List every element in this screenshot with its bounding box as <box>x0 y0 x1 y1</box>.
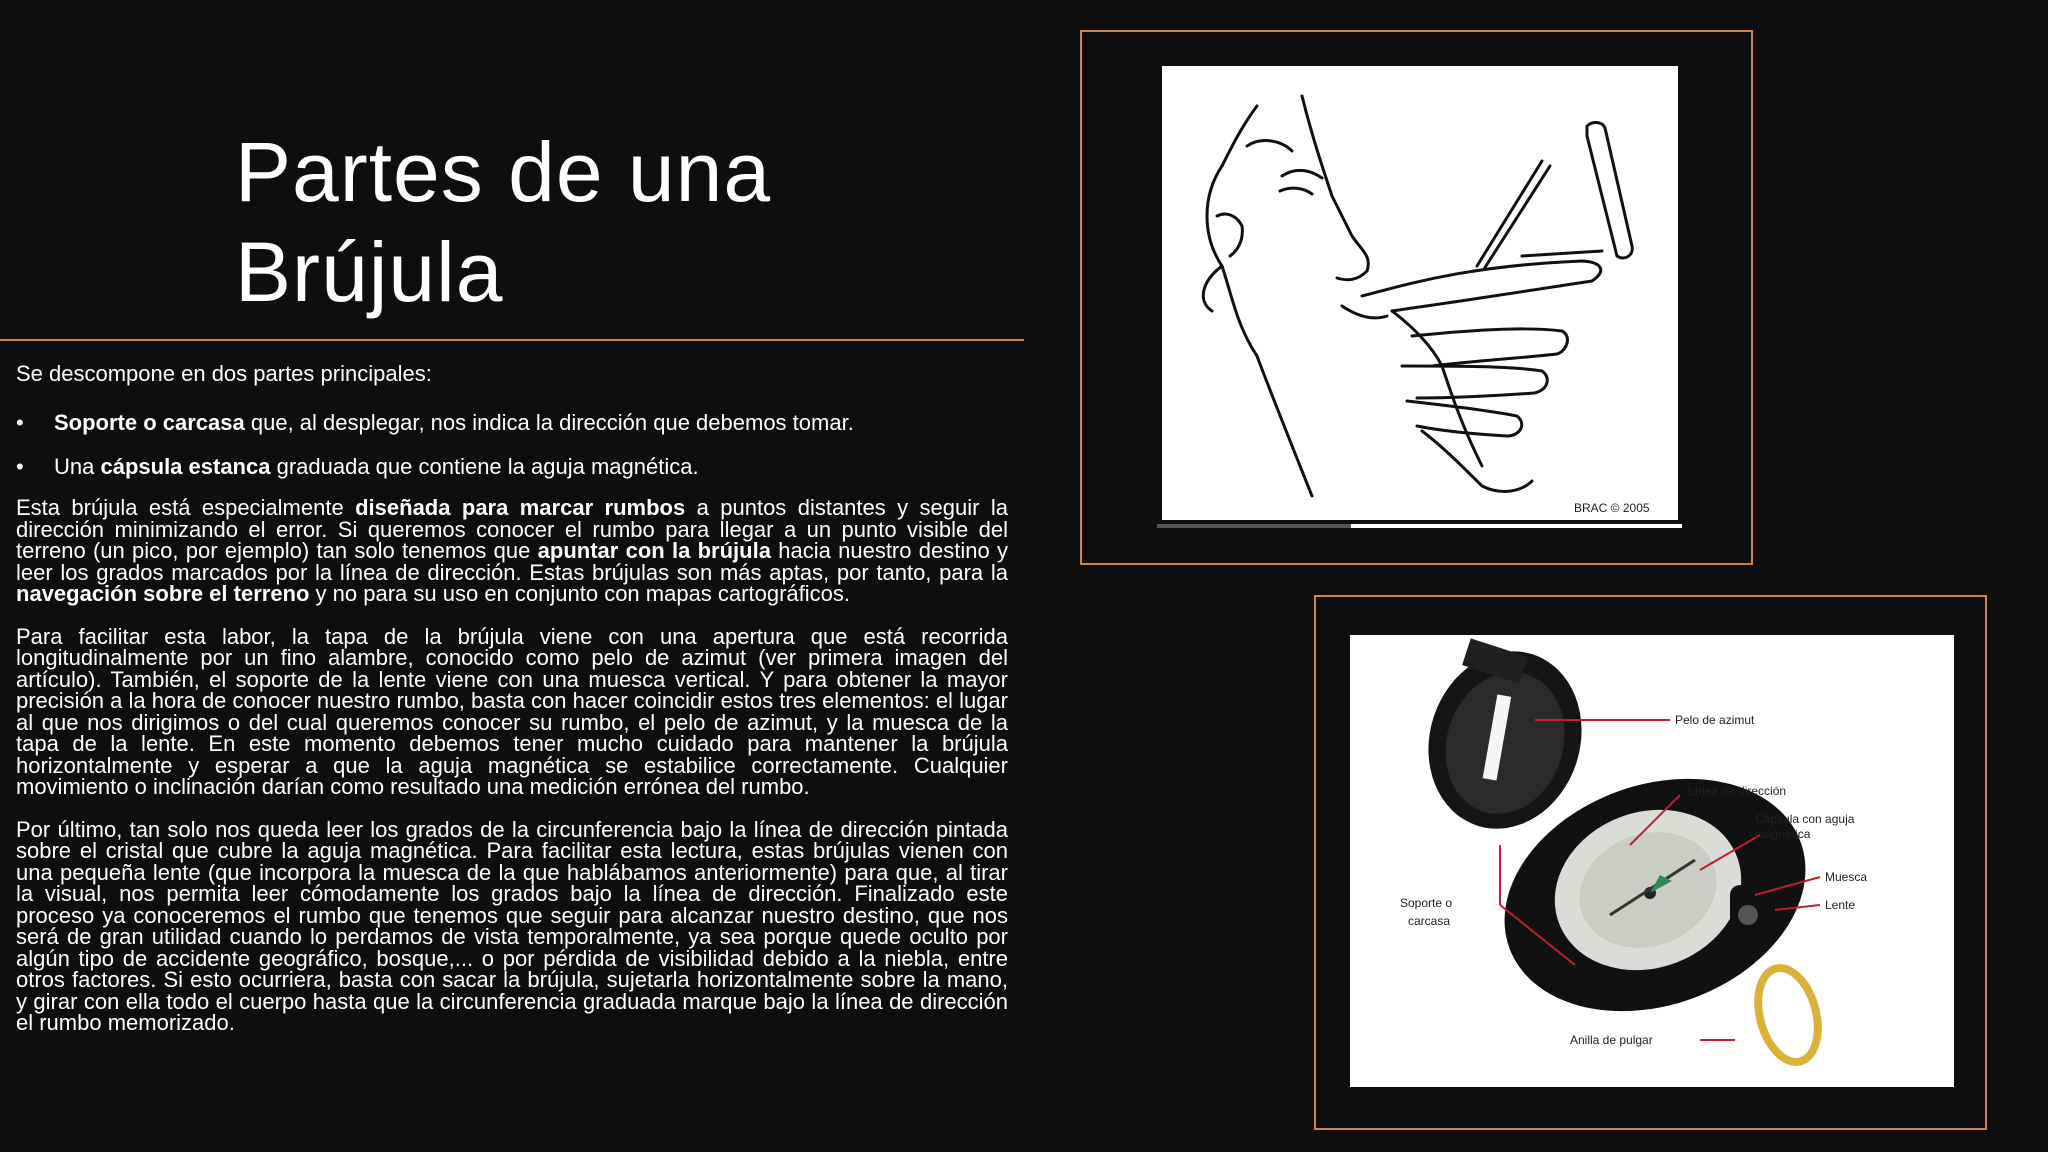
image-progress-fill <box>1157 524 1351 528</box>
p1-text-1: Esta brújula está especialmente <box>16 495 356 520</box>
bullet-item <box>16 453 1008 481</box>
paragraph-1 <box>16 497 1008 605</box>
p1-text-4: y no para su uso en conjunto con mapas cartográficos. <box>309 581 850 606</box>
image-frame-compass <box>1314 595 1987 1130</box>
p1-bold-2: apuntar con la brújula <box>537 538 771 563</box>
bullet-text: que, al desplegar, nos indica la dirección que debemos tomar. <box>244 410 854 435</box>
image-frame-sighting <box>1080 30 1753 565</box>
bullet-dot: • <box>16 454 24 479</box>
page-title <box>235 122 771 322</box>
face-compass-drawing <box>1162 66 1678 520</box>
bullet-bold: cápsula estanca <box>100 454 271 479</box>
thumb-ring <box>1749 961 1828 1068</box>
label-soporte-1: Soporte o <box>1400 896 1453 910</box>
label-capsula-2: magnética <box>1755 827 1811 841</box>
paragraph-2: Para facilitar esta labor, la tapa de la brújula viene con una apertura que está recorrida longitudinalmente por un fino alambre, conocido como pelo de azimut (ver primera imagen del artículo). También, el soporte de la lente viene con una muesca vertical. Y para obtener la mayor precisión a la hora de conocer nuestro rumbo, basta con hacer coincidir estos tres elementos: el lugar al que nos dirigimos o del cual queremos conocer su rumbo, el pelo de azimut, y la muesca de la tapa de la lente. En este momento debemos tener mucho cuidado para mantener la brújula horizontalmente y esperar a que la aguja magnética se estabilice correctamente. Cualquier movimiento o inclinación darían como resultado una medición errónea del rumbo. <box>16 623 1008 799</box>
title-line-1: Partes de una <box>235 125 772 219</box>
title-divider <box>0 339 1024 341</box>
intro-text: Se descompone en dos partes principales: <box>16 361 432 386</box>
title-line-2: Brújula <box>235 225 504 319</box>
label-muesca: Muesca <box>1825 870 1868 884</box>
label-soporte-2: carcasa <box>1408 914 1451 928</box>
label-linea-direccion: Línea de dirección <box>1688 784 1787 798</box>
p1-text-2: a puntos distantes y seguir la dirección minimizando el error. Si queremos conocer el rumbo para llegar a un punto visible del terreno (un pico, por ejemplo) tan solo tenemos que <box>16 495 1008 563</box>
label-pelo-azimut: Pelo de azimut <box>1675 713 1755 727</box>
bullet-dot: • <box>16 410 24 435</box>
image-progress-bar <box>1157 524 1682 528</box>
label-capsula-1: Cápsula con aguja <box>1755 812 1855 826</box>
p1-bold-1: diseñada para marcar rumbos <box>355 495 686 520</box>
sighting-illustration <box>1162 66 1678 520</box>
p1-text-3: hacia nuestro destino y leer los grados marcados por la línea de dirección. Estas brújulas son más aptas, por tanto, para la <box>16 538 1008 585</box>
label-lente: Lente <box>1825 898 1856 912</box>
paragraph-3: Por último, tan solo nos queda leer los grados de la circunferencia bajo la línea de dirección pintada sobre el cristal que cubre la aguja magnética. Para facilitar esta lectura, estas brújulas vienen con una pequeña lente (que incorpora la muesca de la que hablábamos anteriormente) para que, al tirar la visual, nos permita leer cómodamente los grados bajo la línea de dirección. Finalizado este proceso ya conoceremos el rumbo que tenemos que seguir para alcanzar nuestro destino, que nos será de gran utilidad cuando lo perdamos de vista temporalmente, ya sea porque quede oculto por algún tipo de accidente geográfico, bosque,... o por pérdida de visibilidad debido a la niebla, entre otros factores. Si esto ocurriera, basta con sacar la brújula, sujetarla horizontalmente sobre la mano, y girar con ella todo el cuerpo hasta que la circunferencia graduada marque bajo la línea de dirección el rumbo memorizado. <box>16 816 1008 1035</box>
compass-diagram <box>1350 635 1954 1087</box>
bullet-bold: Soporte o carcasa <box>54 410 245 435</box>
label-anilla: Anilla de pulgar <box>1570 1033 1653 1047</box>
p1-bold-3: navegación sobre el terreno <box>16 581 310 606</box>
bullet-item <box>16 409 1008 437</box>
compass-illustration <box>1350 635 1954 1087</box>
bullet-text: graduada que contiene la aguja magnética. <box>270 454 699 479</box>
bullet-pre: Una <box>54 454 101 479</box>
body-text <box>16 360 1008 1055</box>
bullet-list <box>16 409 1008 481</box>
image-credit: BRAC © 2005 <box>1574 501 1650 515</box>
